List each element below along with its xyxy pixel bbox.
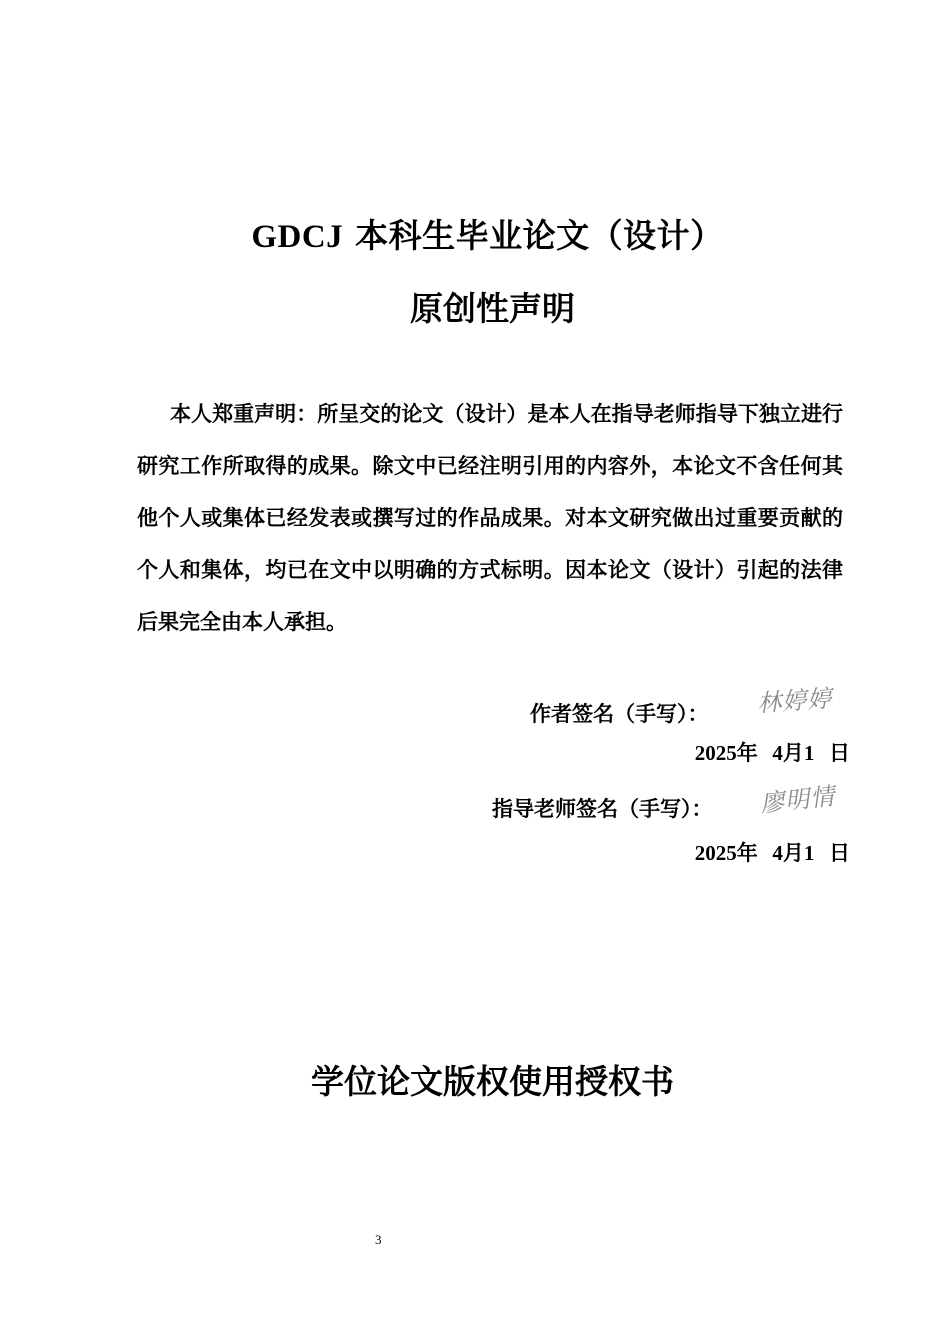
author-date-day-unit: 日 [829, 740, 850, 765]
originality-statement-heading: 原创性声明 [410, 289, 575, 328]
page-number: 3 [375, 1232, 382, 1247]
copyright-authorization-heading: 学位论文版权使用授权书 [311, 1062, 674, 1101]
author-date-year-unit: 年 [736, 740, 758, 765]
advisor-date-day-unit: 日 [829, 840, 850, 865]
author-date-month: 4 [772, 741, 783, 765]
advisor-signature-label: 指导老师签名（手写）： [492, 796, 713, 821]
author-handwritten-signature: 林婷婷 [756, 684, 834, 718]
advisor-signature-date [695, 837, 850, 867]
thesis-title [0, 210, 950, 257]
advisor-date-day: 1 [803, 841, 815, 865]
author-date-month-unit: 月 [782, 740, 804, 765]
author-signature-date [695, 737, 850, 767]
advisor-date-year: 2025 [694, 841, 737, 865]
advisor-date-month-unit: 月 [782, 840, 804, 865]
declaration-paragraph: 本人郑重声明：所呈交的论文（设计）是本人在指导老师指导下独立进行研究工作所取得的成果。除文中已经注明引用的内容外，本论文不含任何其他个人或集体已经发表或撰写过的作品成果。对本文研究做出过重要贡献的个人和集体，均已在文中以明确的方式标明。因本论文（设计）引起的法律后果完全由本人承担。 [137, 401, 843, 634]
author-date-day: 1 [803, 741, 815, 765]
advisor-date-year-unit: 年 [736, 840, 758, 865]
advisor-date-month: 4 [772, 841, 783, 865]
advisor-handwritten-signature: 廖明情 [759, 782, 837, 818]
title-rest: 本科生毕业论文（设计） [355, 216, 724, 255]
title-prefix: GDCJ [251, 219, 344, 255]
author-signature-label: 作者签名（手写）： [530, 701, 709, 726]
author-date-year: 2025 [694, 741, 737, 765]
